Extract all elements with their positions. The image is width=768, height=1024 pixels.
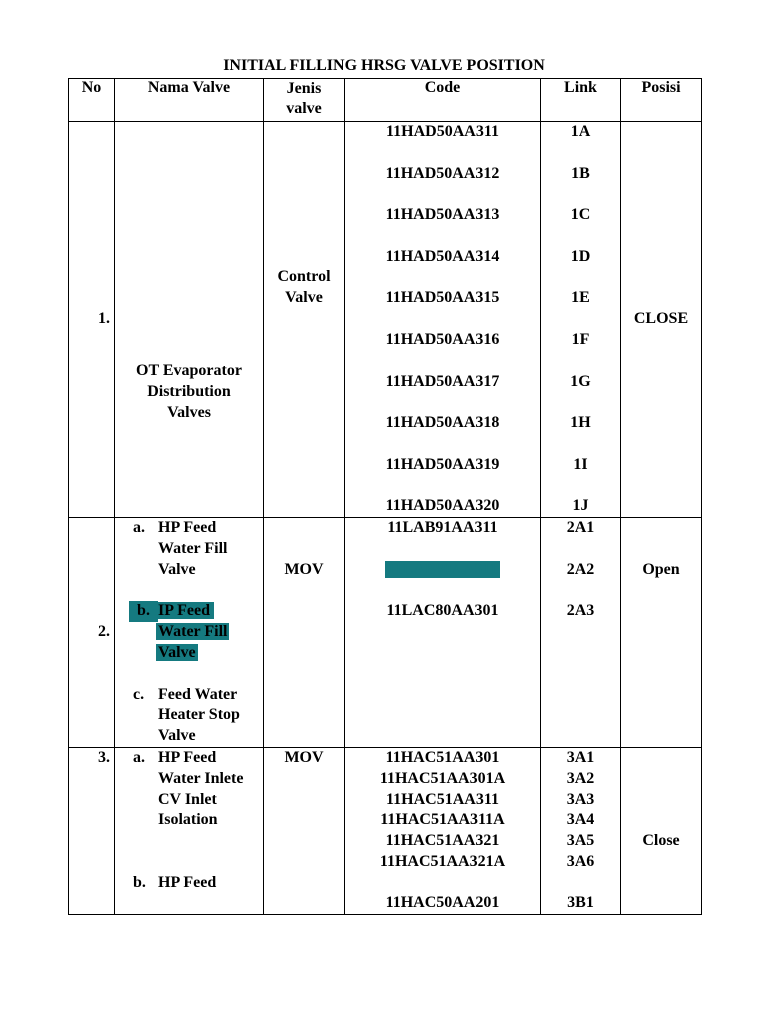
row2-item-c-line: Heater Stop — [158, 706, 240, 724]
row2-posisi-cell — [621, 518, 702, 748]
row1-link-cell — [541, 122, 621, 518]
row3-item-b-line: HP Feed — [158, 873, 217, 891]
row3-link: 3A4 — [566, 811, 595, 829]
row3-link: 3A5 — [566, 832, 595, 850]
row3-item-a-line: CV Inlet — [158, 790, 217, 808]
row3-item-b — [115, 873, 263, 894]
table-row-2 — [69, 518, 702, 748]
row2-jenis: MOV — [284, 560, 324, 578]
row3-item-a-line: HP Feed — [158, 748, 217, 766]
row3-posisi-cell — [621, 747, 702, 914]
row1-nama-line: OT Evaporator — [136, 362, 242, 379]
row2-link: 2A2 — [566, 560, 595, 578]
row3-link: 3B1 — [567, 894, 594, 912]
row2-item-a-marker: a. — [133, 519, 145, 537]
row1-link: 1J — [572, 497, 589, 515]
row3-code: 11HAC51AA311A — [380, 811, 505, 829]
row3-code: 11HAC51AA321A — [379, 852, 506, 870]
row3-item-a-line: Water Inlete — [158, 769, 244, 787]
row1-code: 11HAD50AA315 — [385, 289, 500, 307]
row2-code: 11LAC80AA301 — [386, 602, 499, 620]
row2-item-c-marker: c. — [133, 685, 145, 703]
row2-item-a-line: Water Fill — [158, 539, 228, 557]
row3-item-a-marker: a. — [133, 748, 145, 766]
row3-item-a — [115, 748, 263, 831]
table-row-3 — [69, 747, 702, 914]
row2-link: 2A1 — [566, 519, 595, 537]
row1-code: 11HAD50AA320 — [385, 497, 500, 515]
row3-posisi: Close — [642, 832, 680, 850]
row1-code: 11HAD50AA316 — [385, 330, 500, 348]
row3-code: 11HAC51AA321 — [385, 832, 500, 850]
row2-jenis-cell — [264, 518, 345, 748]
row3-link: 3A6 — [566, 852, 595, 870]
row2-item-b-marker: b. — [129, 601, 158, 622]
header-code: Code — [345, 79, 541, 122]
row1-code: 11HAD50AA311 — [386, 123, 499, 140]
row2-no-cell — [69, 518, 115, 748]
header-jenis-line1: Jenis — [286, 80, 322, 97]
row1-link: 1D — [570, 247, 591, 265]
row1-nama-line: Distribution — [147, 382, 231, 400]
row1-code: 11HAD50AA313 — [385, 206, 500, 224]
row3-code: 11HAC50AA201 — [385, 894, 500, 912]
row2-item-c — [115, 685, 263, 747]
row2-no: 2. — [98, 623, 110, 641]
row2-item-b-line: Valve — [158, 643, 196, 661]
row2-link-cell — [541, 518, 621, 748]
header-nama-valve: Nama Valve — [115, 79, 264, 122]
row1-jenis-cell — [264, 122, 345, 518]
row2-item-c-line: Valve — [158, 727, 196, 745]
row1-link: 1H — [570, 414, 591, 432]
row1-link: 1I — [573, 455, 588, 473]
row1-code: 11HAD50AA314 — [385, 247, 500, 265]
row1-no-cell — [69, 122, 115, 518]
row2-item-b — [115, 601, 263, 663]
row3-code: 11HAC51AA311 — [386, 790, 499, 808]
valve-position-table — [68, 78, 702, 915]
row1-code: 11HAD50AA319 — [385, 455, 500, 473]
document-title: INITIAL FILLING HRSG VALVE POSITION — [223, 57, 545, 74]
row1-link: 1B — [571, 164, 590, 182]
row3-nama-cell — [115, 747, 264, 914]
row3-item-b-marker: b. — [133, 873, 146, 891]
header-row — [69, 79, 702, 122]
row3-link: 3A3 — [566, 790, 595, 808]
header-posisi: Posisi — [621, 79, 702, 122]
row3-jenis: MOV — [284, 748, 324, 766]
row1-code: 11HAD50AA312 — [385, 164, 500, 182]
row1-code: 11HAD50AA318 — [385, 414, 500, 432]
row1-jenis-line: Valve — [285, 288, 323, 306]
row2-item-a-line: Valve — [158, 560, 196, 578]
row2-item-b-line: Water Fill — [158, 623, 228, 641]
row3-link: 3A1 — [566, 748, 595, 766]
row1-code-cell — [345, 122, 541, 518]
row3-no-cell — [69, 747, 115, 914]
header-link: Link — [541, 79, 621, 122]
table-row-1 — [69, 122, 702, 518]
row1-no: 1. — [98, 310, 110, 327]
row3-code: 11HAC51AA301 — [385, 748, 500, 766]
row1-link: 1E — [571, 289, 590, 307]
row3-jenis-cell — [264, 747, 345, 914]
row2-item-b-line: IP Feed — [156, 602, 214, 619]
row1-posisi-cell — [621, 122, 702, 518]
row3-code: 11HAC51AA301A — [379, 769, 506, 787]
row2-code-cell — [345, 518, 541, 748]
row3-code-cell — [345, 747, 541, 914]
row3-link: 3A2 — [566, 769, 595, 787]
row3-link-cell — [541, 747, 621, 914]
row2-link: 2A3 — [566, 602, 595, 620]
header-no: No — [69, 79, 115, 122]
row1-link: 1F — [571, 330, 590, 348]
row1-code: 11HAD50AA317 — [385, 372, 500, 390]
row1-link: 1A — [570, 123, 591, 140]
header-jenis-line2: valve — [286, 100, 322, 117]
row1-nama-line: Valves — [167, 403, 211, 421]
row3-item-a-line: Isolation — [158, 811, 218, 829]
row2-posisi: Open — [642, 560, 680, 578]
row1-nama-cell — [115, 122, 264, 518]
row1-jenis-line: Control — [277, 268, 331, 285]
row2-item-a-line: HP Feed — [158, 519, 217, 537]
row2-code-highlighted: 11LAB80AA311 — [387, 560, 498, 578]
row1-posisi: CLOSE — [633, 310, 689, 327]
row1-link: 1G — [570, 372, 591, 390]
row2-nama-cell — [115, 518, 264, 748]
header-jenis-valve — [264, 79, 345, 122]
row3-no: 3. — [98, 748, 110, 766]
row2-code: 11LAB91AA311 — [387, 519, 498, 537]
row2-item-c-line: Feed Water — [158, 685, 238, 703]
row1-link: 1C — [570, 206, 591, 224]
row2-item-a — [115, 518, 263, 580]
